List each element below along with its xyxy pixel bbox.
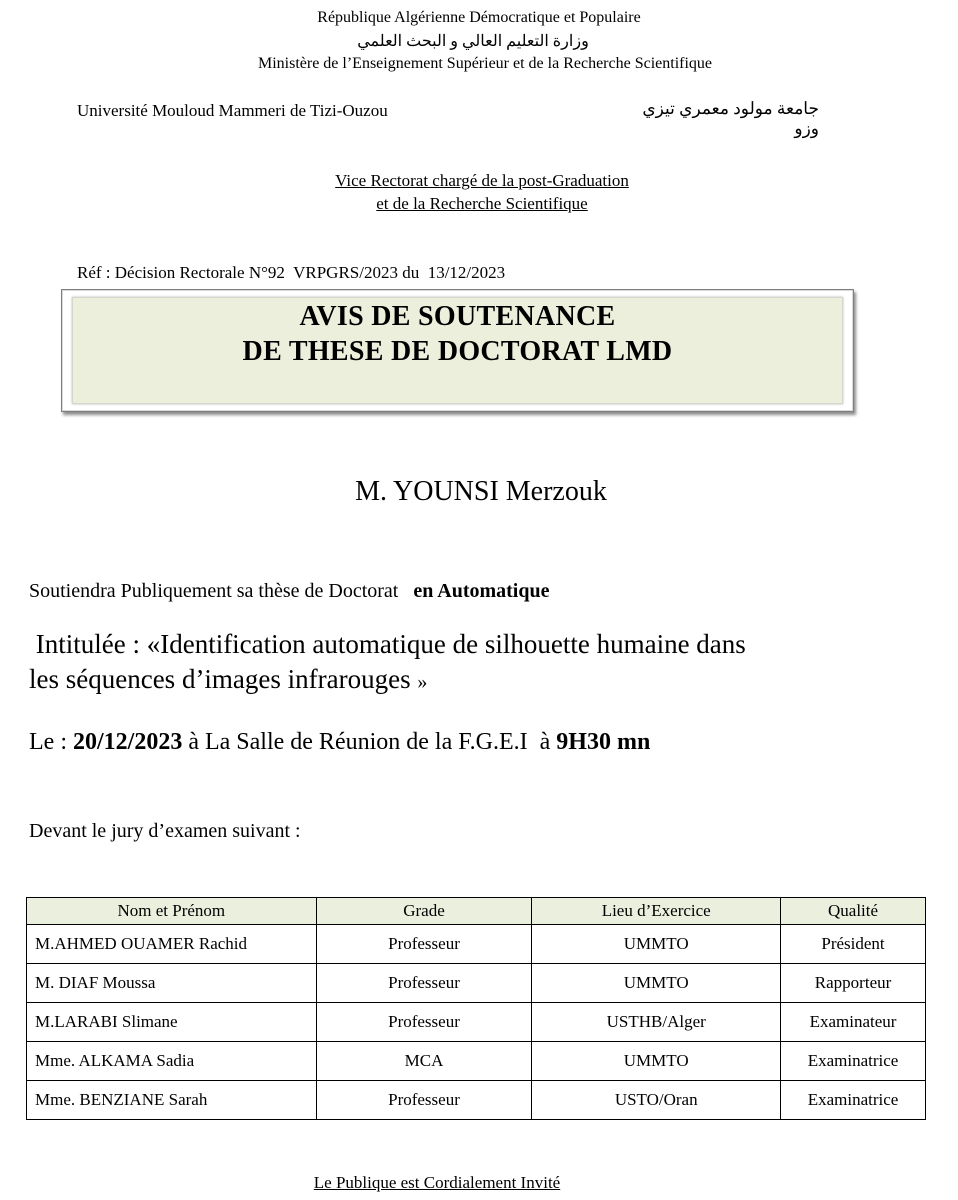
thesis-title-line2-text: les séquences d’images infrarouges <box>29 664 411 694</box>
member-role: Examinatrice <box>781 1042 926 1081</box>
ministry-arabic: وزارة التعليم العالي و البحث العلمي <box>357 33 589 50</box>
member-name: Mme. ALKAMA Sadia <box>27 1042 317 1081</box>
footer-invitation-text: Le Publique est Cordialement Invité <box>313 1173 561 1192</box>
notice-title-panel <box>72 297 843 404</box>
table-row <box>27 1042 926 1081</box>
thesis-title-line2 <box>29 664 427 695</box>
defense-date-line <box>29 729 650 756</box>
jury-table <box>26 897 926 1120</box>
member-grade: Professeur <box>316 1081 532 1120</box>
member-name: M. DIAF Moussa <box>27 964 317 1003</box>
republic-header: République Algérienne Démocratique et Populaire <box>317 9 641 26</box>
member-workplace: USTHB/Alger <box>532 1003 781 1042</box>
member-grade: Professeur <box>316 964 532 1003</box>
jury-intro: Devant le jury d’examen suivant : <box>29 820 301 842</box>
defense-intro-text: Soutiendra Publiquement sa thèse de Doctorat <box>29 580 399 602</box>
ministry-french: Ministère de l’Enseignement Supérieur et de la Recherche Scientifique <box>257 55 713 72</box>
office-line1-text: Vice Rectorat chargé de la post-Graduation <box>335 171 629 190</box>
candidate-name: M. YOUNSI Merzouk <box>355 476 607 507</box>
vice-rectorat-line1 <box>3 171 958 191</box>
defense-speciality: en Automatique <box>413 580 550 602</box>
member-name: M.LARABI Slimane <box>27 1003 317 1042</box>
university-name-french: Université Mouloud Mammeri de Tizi-Ouzou <box>77 101 388 120</box>
vice-rectorat-line2 <box>3 194 958 214</box>
defense-location: à La Salle de Réunion de la F.G.E.I à <box>182 729 557 755</box>
header-workplace: Lieu d’Exercice <box>532 898 781 925</box>
defense-time: 9H30 mn <box>556 729 651 755</box>
defense-intro <box>29 580 549 603</box>
member-workplace: USTO/Oran <box>532 1081 781 1120</box>
date-prefix: Le : <box>29 729 73 755</box>
header-role: Qualité <box>781 898 926 925</box>
member-role: Examinateur <box>781 1003 926 1042</box>
member-grade: Professeur <box>316 1003 532 1042</box>
header-name: Nom et Prénom <box>27 898 317 925</box>
member-role: Examinatrice <box>781 1081 926 1120</box>
footer-invitation <box>0 1173 874 1193</box>
table-row <box>27 1081 926 1120</box>
thesis-title-close-quote: » <box>417 671 428 693</box>
member-role: Président <box>781 925 926 964</box>
table-row <box>27 964 926 1003</box>
member-grade: Professeur <box>316 925 532 964</box>
member-name: Mme. BENZIANE Sarah <box>27 1081 317 1120</box>
notice-title-line1: AVIS DE SOUTENANCE <box>299 301 616 332</box>
reference-line: Réf : Décision Rectorale N°92 VRPGRS/2023 du 13/12/2023 <box>77 263 506 282</box>
notice-title-box <box>61 289 854 412</box>
table-row <box>27 1003 926 1042</box>
notice-title-line2: DE THESE DE DOCTORAT LMD <box>242 336 673 367</box>
header-grade: Grade <box>316 898 532 925</box>
member-role: Rapporteur <box>781 964 926 1003</box>
member-grade: MCA <box>316 1042 532 1081</box>
defense-date: 20/12/2023 <box>72 729 183 755</box>
member-workplace: UMMTO <box>532 925 781 964</box>
table-row <box>27 925 926 964</box>
member-workplace: UMMTO <box>532 1042 781 1081</box>
member-name: M.AHMED OUAMER Rachid <box>27 925 317 964</box>
member-workplace: UMMTO <box>532 964 781 1003</box>
jury-table-header-row <box>27 898 926 925</box>
university-name-arabic: جامعة مولود معمري تيزي وزو <box>642 99 819 138</box>
office-line2-text: et de la Recherche Scientifique <box>376 194 588 213</box>
thesis-title-line1: Intitulée : «Identification automatique de silhouette humaine dans <box>29 629 746 659</box>
